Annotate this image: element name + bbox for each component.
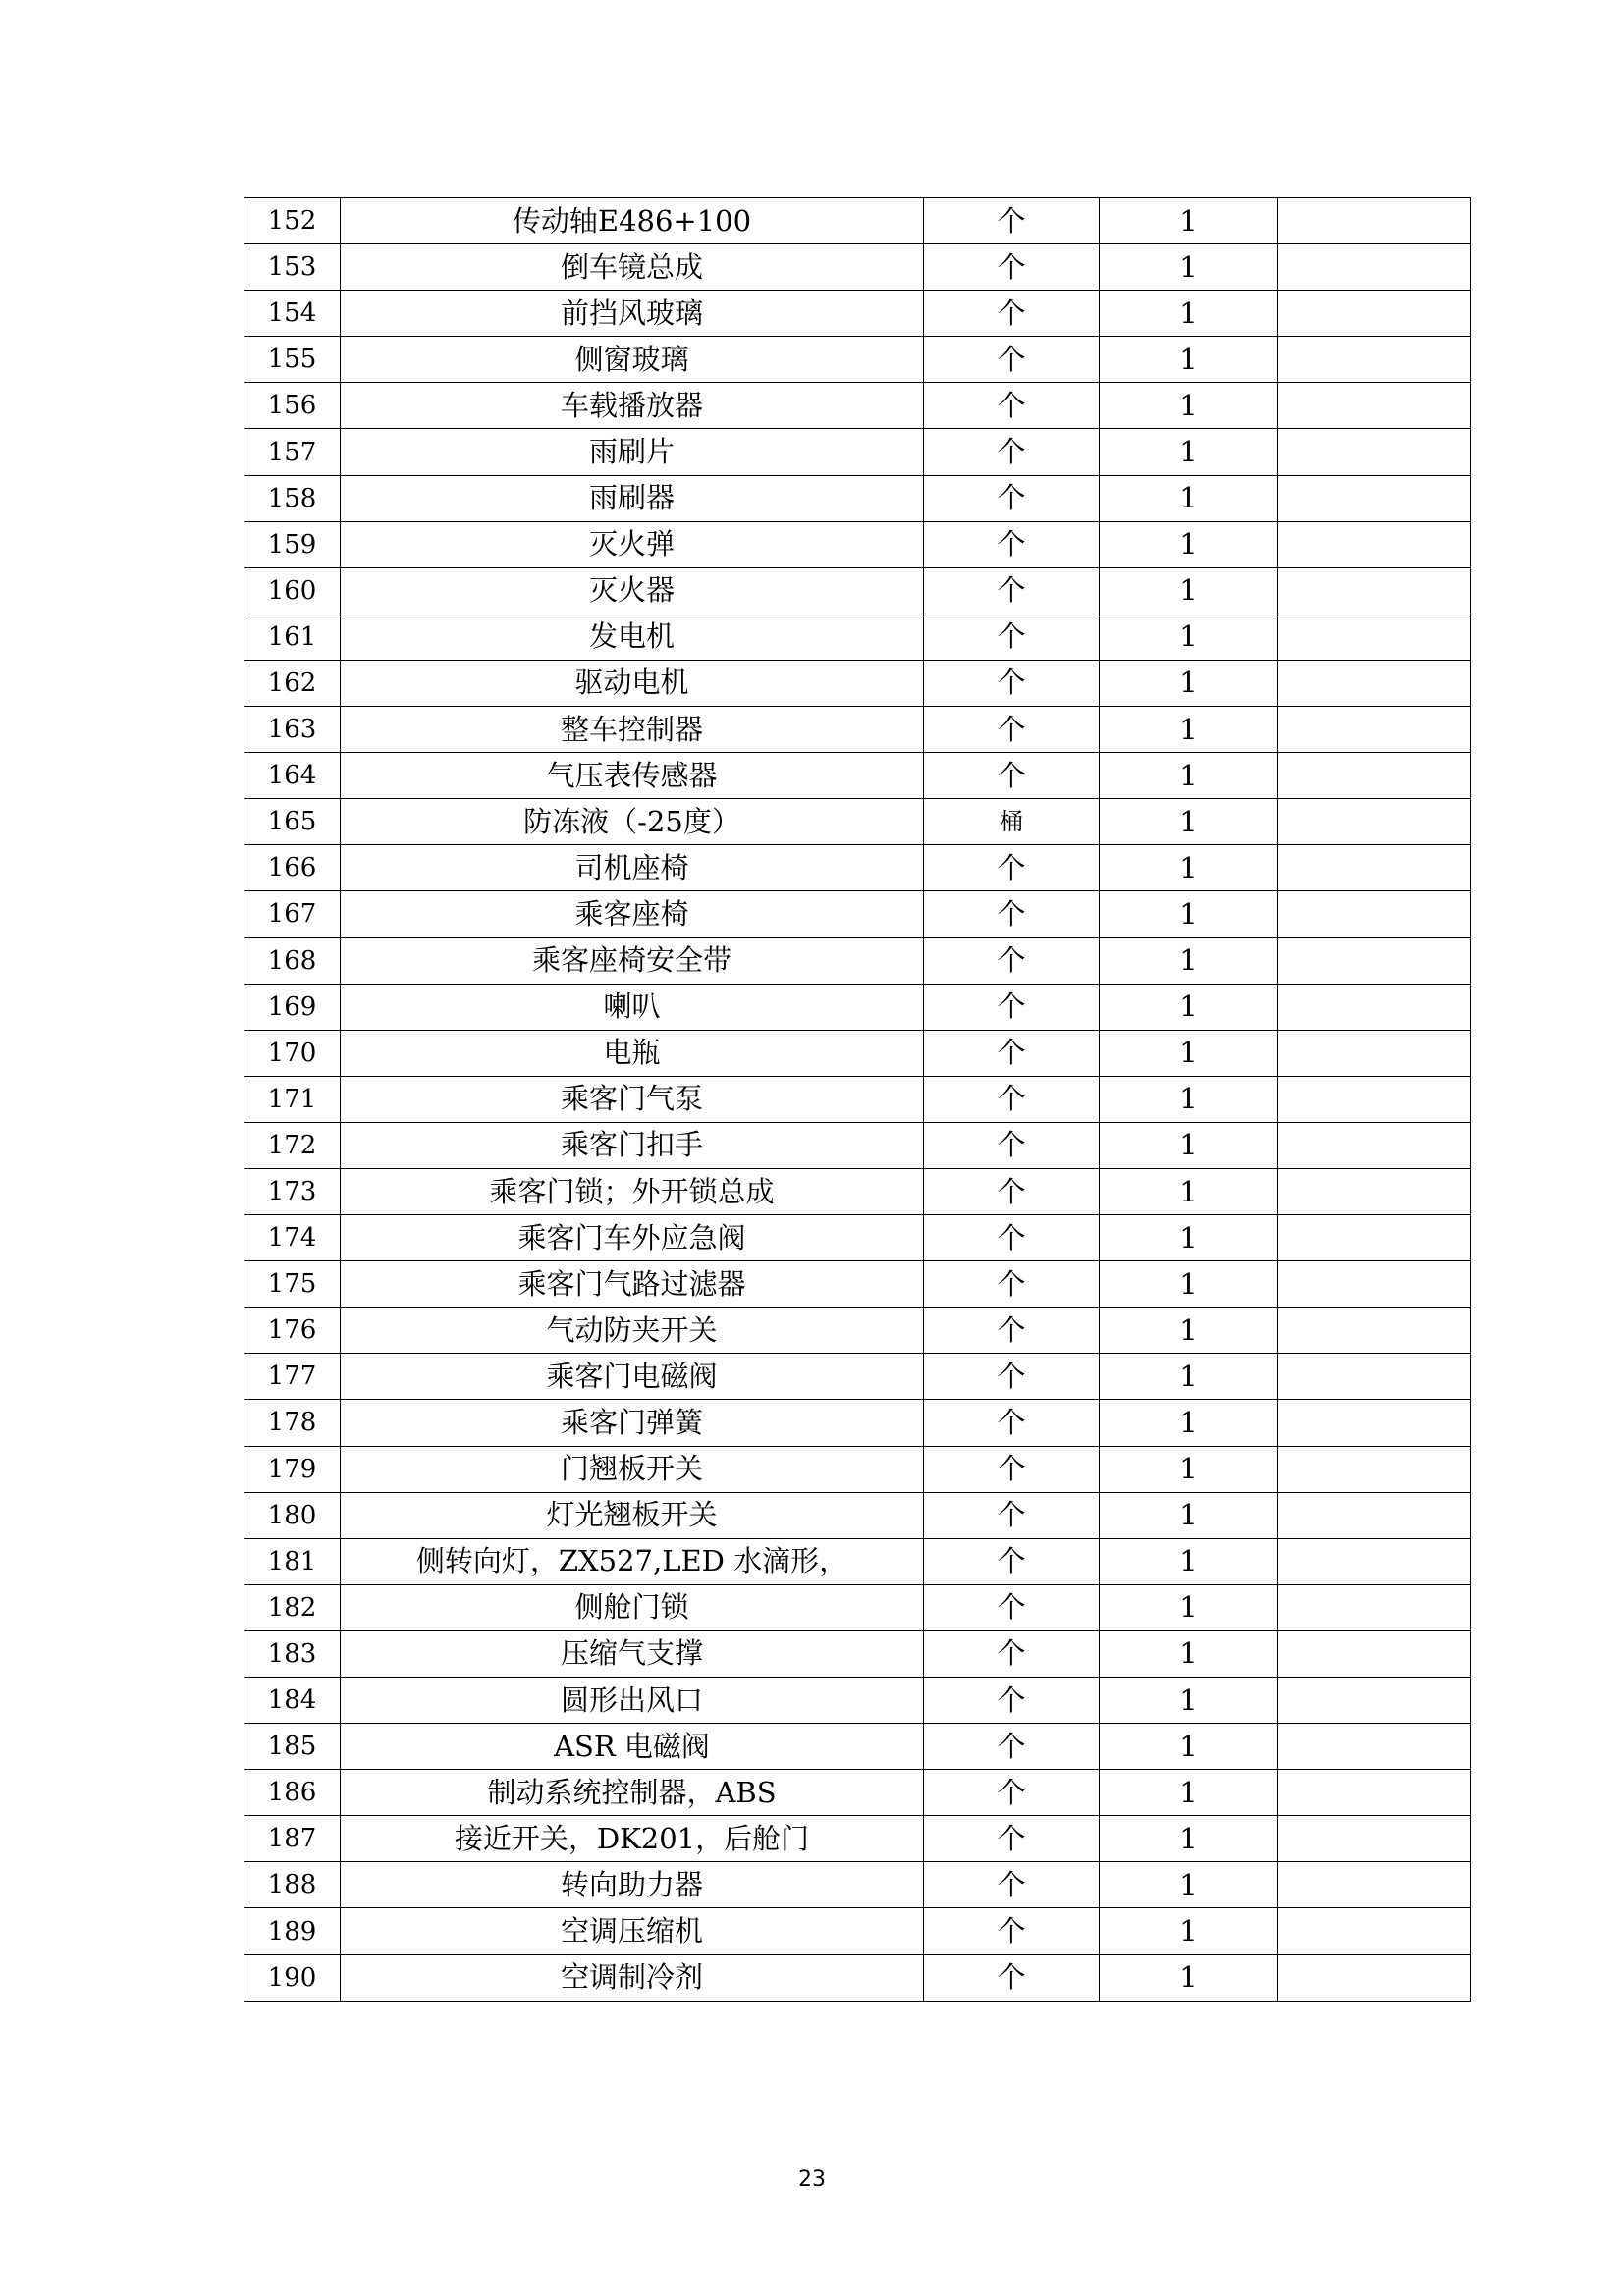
table-row <box>244 1446 1471 1492</box>
quantity-cell: 1 <box>1100 1030 1278 1076</box>
part-name-cell: 乘客门扣手 <box>341 1122 924 1168</box>
row-number-cell: 190 <box>244 1954 341 2001</box>
remarks-cell <box>1278 1770 1471 1816</box>
table-row <box>244 1492 1471 1538</box>
unit-cell: 个 <box>924 567 1100 614</box>
quantity-cell: 1 <box>1100 198 1278 244</box>
table-row <box>244 984 1471 1030</box>
table-row <box>244 1538 1471 1584</box>
quantity-cell: 1 <box>1100 1538 1278 1584</box>
part-name-cell: 乘客门车外应急阀 <box>341 1215 924 1261</box>
quantity-cell: 1 <box>1100 337 1278 383</box>
part-name-cell: 前挡风玻璃 <box>341 291 924 337</box>
part-name-cell: 雨刷器 <box>341 475 924 521</box>
table-row <box>244 521 1471 567</box>
quantity-cell: 1 <box>1100 1308 1278 1354</box>
remarks-cell <box>1278 1630 1471 1677</box>
quantity-cell: 1 <box>1100 1168 1278 1214</box>
quantity-cell: 1 <box>1100 1770 1278 1816</box>
remarks-cell <box>1278 1076 1471 1122</box>
row-number-cell: 183 <box>244 1630 341 1677</box>
row-number-cell: 189 <box>244 1908 341 1954</box>
quantity-cell: 1 <box>1100 1446 1278 1492</box>
part-name-cell: 乘客门弹簧 <box>341 1400 924 1446</box>
unit-cell: 个 <box>924 1954 1100 2001</box>
remarks-cell <box>1278 1954 1471 2001</box>
table-row <box>244 1908 1471 1954</box>
unit-cell: 个 <box>924 1168 1100 1214</box>
row-number-cell: 160 <box>244 567 341 614</box>
quantity-cell: 1 <box>1100 1076 1278 1122</box>
table-row <box>244 1168 1471 1214</box>
part-name-cell: 传动轴E486+100 <box>341 198 924 244</box>
table-row <box>244 291 1471 337</box>
unit-cell: 个 <box>924 1400 1100 1446</box>
row-number-cell: 166 <box>244 845 341 891</box>
remarks-cell <box>1278 937 1471 984</box>
table-row <box>244 383 1471 429</box>
remarks-cell <box>1278 198 1471 244</box>
unit-cell: 个 <box>924 521 1100 567</box>
quantity-cell: 1 <box>1100 1724 1278 1770</box>
part-name-cell: 侧舱门锁 <box>341 1584 924 1630</box>
unit-cell: 个 <box>924 244 1100 291</box>
table-row <box>244 753 1471 799</box>
remarks-cell <box>1278 799 1471 845</box>
table-row <box>244 1724 1471 1770</box>
remarks-cell <box>1278 291 1471 337</box>
quantity-cell: 1 <box>1100 1492 1278 1538</box>
table-row <box>244 1770 1471 1816</box>
unit-cell: 个 <box>924 429 1100 475</box>
unit-cell: 桶 <box>924 799 1100 845</box>
table-row <box>244 614 1471 660</box>
part-name-cell: 乘客座椅安全带 <box>341 937 924 984</box>
part-name-cell: 驱动电机 <box>341 660 924 706</box>
remarks-cell <box>1278 1724 1471 1770</box>
remarks-cell <box>1278 1678 1471 1724</box>
unit-cell: 个 <box>924 937 1100 984</box>
table-row <box>244 244 1471 291</box>
row-number-cell: 165 <box>244 799 341 845</box>
unit-cell: 个 <box>924 1678 1100 1724</box>
row-number-cell: 158 <box>244 475 341 521</box>
part-name-cell: 接近开关，DK201，后舱门 <box>341 1816 924 1862</box>
row-number-cell: 168 <box>244 937 341 984</box>
part-name-cell: 气动防夹开关 <box>341 1308 924 1354</box>
part-name-cell: 倒车镜总成 <box>341 244 924 291</box>
unit-cell: 个 <box>924 1630 1100 1677</box>
quantity-cell: 1 <box>1100 707 1278 753</box>
unit-cell: 个 <box>924 984 1100 1030</box>
unit-cell: 个 <box>924 475 1100 521</box>
row-number-cell: 161 <box>244 614 341 660</box>
row-number-cell: 155 <box>244 337 341 383</box>
part-name-cell: 乘客门气泵 <box>341 1076 924 1122</box>
row-number-cell: 162 <box>244 660 341 706</box>
part-name-cell: 空调压缩机 <box>341 1908 924 1954</box>
table-row <box>244 1076 1471 1122</box>
row-number-cell: 170 <box>244 1030 341 1076</box>
table-row <box>244 707 1471 753</box>
part-name-cell: 乘客门锁；外开锁总成 <box>341 1168 924 1214</box>
quantity-cell: 1 <box>1100 291 1278 337</box>
unit-cell: 个 <box>924 1538 1100 1584</box>
parts-table-body <box>244 198 1471 2002</box>
table-row <box>244 1584 1471 1630</box>
quantity-cell: 1 <box>1100 845 1278 891</box>
remarks-cell <box>1278 1215 1471 1261</box>
remarks-cell <box>1278 753 1471 799</box>
table-row <box>244 1308 1471 1354</box>
remarks-cell <box>1278 1862 1471 1908</box>
part-name-cell: 喇叭 <box>341 984 924 1030</box>
remarks-cell <box>1278 567 1471 614</box>
quantity-cell: 1 <box>1100 1584 1278 1630</box>
quantity-cell: 1 <box>1100 1678 1278 1724</box>
quantity-cell: 1 <box>1100 244 1278 291</box>
table-row <box>244 1400 1471 1446</box>
part-name-cell: 乘客门气路过滤器 <box>341 1261 924 1308</box>
unit-cell: 个 <box>924 1724 1100 1770</box>
remarks-cell <box>1278 521 1471 567</box>
row-number-cell: 185 <box>244 1724 341 1770</box>
part-name-cell: 侧转向灯，ZX527,LED 水滴形， <box>341 1538 924 1584</box>
table-row <box>244 567 1471 614</box>
row-number-cell: 179 <box>244 1446 341 1492</box>
row-number-cell: 156 <box>244 383 341 429</box>
row-number-cell: 178 <box>244 1400 341 1446</box>
unit-cell: 个 <box>924 1215 1100 1261</box>
unit-cell: 个 <box>924 1030 1100 1076</box>
table-row <box>244 799 1471 845</box>
quantity-cell: 1 <box>1100 429 1278 475</box>
quantity-cell: 1 <box>1100 799 1278 845</box>
quantity-cell: 1 <box>1100 1908 1278 1954</box>
unit-cell: 个 <box>924 1446 1100 1492</box>
part-name-cell: 防冻液（-25度） <box>341 799 924 845</box>
table-row <box>244 1678 1471 1724</box>
unit-cell: 个 <box>924 337 1100 383</box>
part-name-cell: 雨刷片 <box>341 429 924 475</box>
table-row <box>244 845 1471 891</box>
remarks-cell <box>1278 429 1471 475</box>
unit-cell: 个 <box>924 845 1100 891</box>
unit-cell: 个 <box>924 383 1100 429</box>
remarks-cell <box>1278 707 1471 753</box>
part-name-cell: 门翘板开关 <box>341 1446 924 1492</box>
quantity-cell: 1 <box>1100 1215 1278 1261</box>
quantity-cell: 1 <box>1100 614 1278 660</box>
remarks-cell <box>1278 845 1471 891</box>
row-number-cell: 174 <box>244 1215 341 1261</box>
part-name-cell: 制动系统控制器，ABS <box>341 1770 924 1816</box>
remarks-cell <box>1278 1446 1471 1492</box>
part-name-cell: 乘客座椅 <box>341 891 924 937</box>
remarks-cell <box>1278 1908 1471 1954</box>
quantity-cell: 1 <box>1100 383 1278 429</box>
unit-cell: 个 <box>924 753 1100 799</box>
remarks-cell <box>1278 383 1471 429</box>
table-row <box>244 937 1471 984</box>
part-name-cell: 乘客门电磁阀 <box>341 1354 924 1400</box>
part-name-cell: 电瓶 <box>341 1030 924 1076</box>
unit-cell: 个 <box>924 1076 1100 1122</box>
unit-cell: 个 <box>924 1770 1100 1816</box>
table-row <box>244 1261 1471 1308</box>
remarks-cell <box>1278 1400 1471 1446</box>
row-number-cell: 167 <box>244 891 341 937</box>
quantity-cell: 1 <box>1100 891 1278 937</box>
quantity-cell: 1 <box>1100 521 1278 567</box>
remarks-cell <box>1278 891 1471 937</box>
table-row <box>244 1630 1471 1677</box>
part-name-cell: 空调制冷剂 <box>341 1954 924 2001</box>
quantity-cell: 1 <box>1100 1816 1278 1862</box>
row-number-cell: 180 <box>244 1492 341 1538</box>
part-name-cell: 压缩气支撑 <box>341 1630 924 1677</box>
quantity-cell: 1 <box>1100 660 1278 706</box>
table-row <box>244 660 1471 706</box>
quantity-cell: 1 <box>1100 1261 1278 1308</box>
remarks-cell <box>1278 1538 1471 1584</box>
remarks-cell <box>1278 1584 1471 1630</box>
remarks-cell <box>1278 660 1471 706</box>
part-name-cell: 气压表传感器 <box>341 753 924 799</box>
row-number-cell: 173 <box>244 1168 341 1214</box>
part-name-cell: 侧窗玻璃 <box>341 337 924 383</box>
row-number-cell: 184 <box>244 1678 341 1724</box>
row-number-cell: 153 <box>244 244 341 291</box>
row-number-cell: 181 <box>244 1538 341 1584</box>
row-number-cell: 176 <box>244 1308 341 1354</box>
table-row <box>244 337 1471 383</box>
remarks-cell <box>1278 1816 1471 1862</box>
unit-cell: 个 <box>924 707 1100 753</box>
table-row <box>244 891 1471 937</box>
remarks-cell <box>1278 244 1471 291</box>
part-name-cell: 灭火弹 <box>341 521 924 567</box>
table-row <box>244 1030 1471 1076</box>
row-number-cell: 175 <box>244 1261 341 1308</box>
unit-cell: 个 <box>924 1492 1100 1538</box>
remarks-cell <box>1278 1168 1471 1214</box>
unit-cell: 个 <box>924 1354 1100 1400</box>
part-name-cell: 整车控制器 <box>341 707 924 753</box>
quantity-cell: 1 <box>1100 984 1278 1030</box>
row-number-cell: 171 <box>244 1076 341 1122</box>
remarks-cell <box>1278 1492 1471 1538</box>
table-row <box>244 1954 1471 2001</box>
unit-cell: 个 <box>924 1862 1100 1908</box>
remarks-cell <box>1278 337 1471 383</box>
row-number-cell: 169 <box>244 984 341 1030</box>
part-name-cell: 灭火器 <box>341 567 924 614</box>
remarks-cell <box>1278 984 1471 1030</box>
row-number-cell: 186 <box>244 1770 341 1816</box>
remarks-cell <box>1278 1261 1471 1308</box>
table-row <box>244 475 1471 521</box>
row-number-cell: 157 <box>244 429 341 475</box>
part-name-cell: 灯光翘板开关 <box>341 1492 924 1538</box>
unit-cell: 个 <box>924 614 1100 660</box>
quantity-cell: 1 <box>1100 937 1278 984</box>
table-row <box>244 1215 1471 1261</box>
remarks-cell <box>1278 475 1471 521</box>
quantity-cell: 1 <box>1100 1630 1278 1677</box>
remarks-cell <box>1278 1354 1471 1400</box>
quantity-cell: 1 <box>1100 1400 1278 1446</box>
remarks-cell <box>1278 614 1471 660</box>
row-number-cell: 177 <box>244 1354 341 1400</box>
unit-cell: 个 <box>924 1908 1100 1954</box>
unit-cell: 个 <box>924 1584 1100 1630</box>
remarks-cell <box>1278 1122 1471 1168</box>
unit-cell: 个 <box>924 1308 1100 1354</box>
unit-cell: 个 <box>924 1816 1100 1862</box>
remarks-cell <box>1278 1308 1471 1354</box>
row-number-cell: 188 <box>244 1862 341 1908</box>
quantity-cell: 1 <box>1100 753 1278 799</box>
table-row <box>244 1816 1471 1862</box>
part-name-cell: 圆形出风口 <box>341 1678 924 1724</box>
row-number-cell: 152 <box>244 198 341 244</box>
part-name-cell: 车载播放器 <box>341 383 924 429</box>
part-name-cell: 发电机 <box>341 614 924 660</box>
row-number-cell: 182 <box>244 1584 341 1630</box>
row-number-cell: 163 <box>244 707 341 753</box>
unit-cell: 个 <box>924 1261 1100 1308</box>
quantity-cell: 1 <box>1100 1862 1278 1908</box>
unit-cell: 个 <box>924 291 1100 337</box>
unit-cell: 个 <box>924 660 1100 706</box>
part-name-cell: ASR 电磁阀 <box>341 1724 924 1770</box>
row-number-cell: 159 <box>244 521 341 567</box>
table-row <box>244 198 1471 244</box>
page-number: 23 <box>798 2167 826 2192</box>
unit-cell: 个 <box>924 198 1100 244</box>
part-name-cell: 司机座椅 <box>341 845 924 891</box>
row-number-cell: 172 <box>244 1122 341 1168</box>
unit-cell: 个 <box>924 891 1100 937</box>
quantity-cell: 1 <box>1100 475 1278 521</box>
quantity-cell: 1 <box>1100 1354 1278 1400</box>
row-number-cell: 187 <box>244 1816 341 1862</box>
unit-cell: 个 <box>924 1122 1100 1168</box>
quantity-cell: 1 <box>1100 1954 1278 2001</box>
table-row <box>244 429 1471 475</box>
table-row <box>244 1354 1471 1400</box>
quantity-cell: 1 <box>1100 1122 1278 1168</box>
row-number-cell: 154 <box>244 291 341 337</box>
row-number-cell: 164 <box>244 753 341 799</box>
remarks-cell <box>1278 1030 1471 1076</box>
table-row <box>244 1862 1471 1908</box>
part-name-cell: 转向助力器 <box>341 1862 924 1908</box>
table-row <box>244 1122 1471 1168</box>
parts-table <box>244 197 1471 2002</box>
quantity-cell: 1 <box>1100 567 1278 614</box>
